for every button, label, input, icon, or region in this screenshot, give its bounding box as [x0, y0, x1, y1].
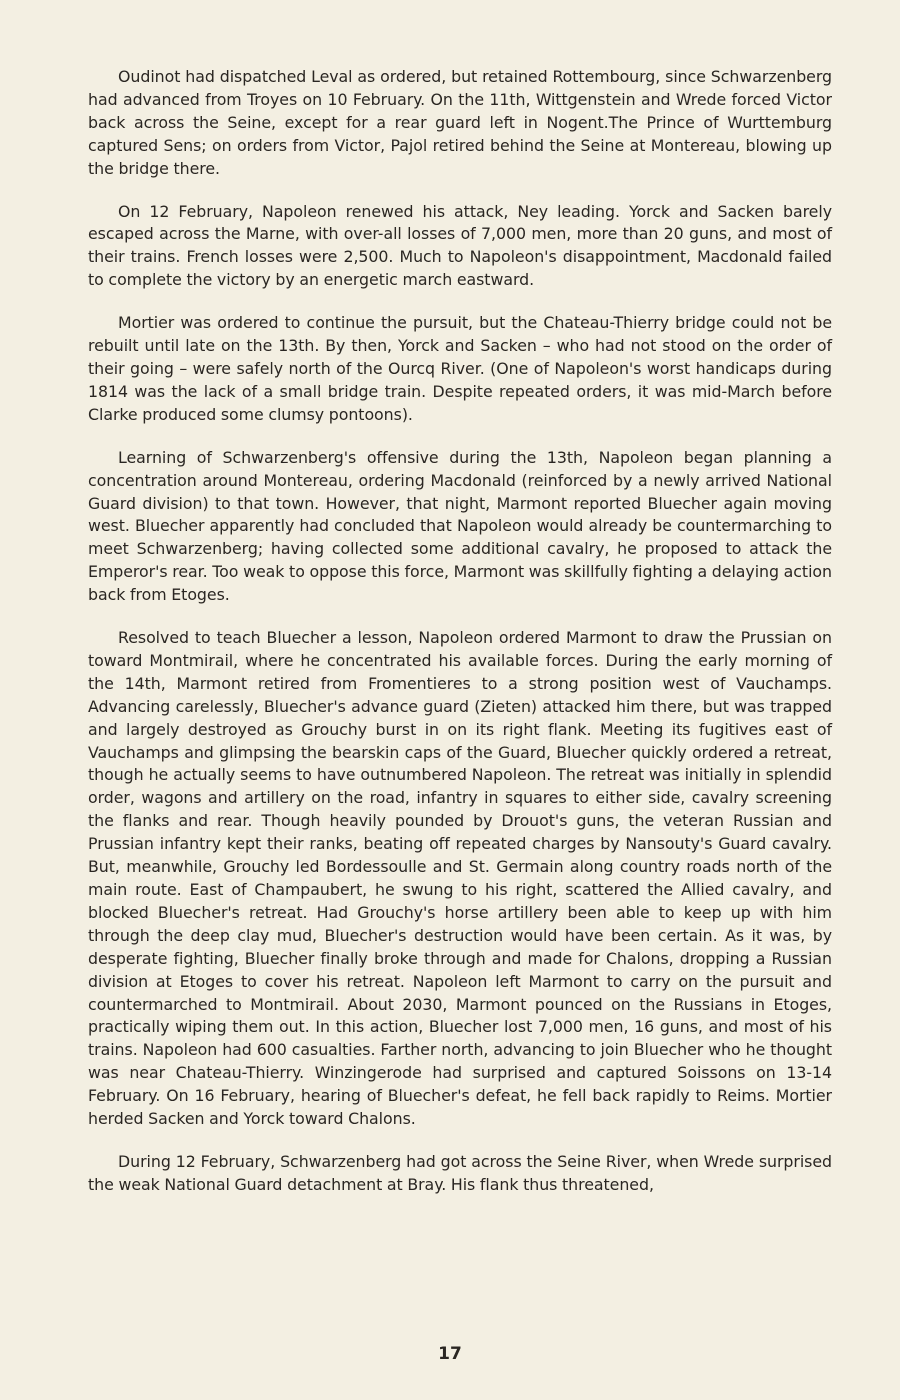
paragraph-5: Resolved to teach Bluecher a lesson, Napoleon ordered Marmont to draw the Prussian on toward Montmirail, where he concentrated his available forces. During the early morning of the 14th, Marmont retired from Fromentieres to a strong position west of Vauchamps. Advancing carelessly, Bluecher's advance guard (Zieten) attacked him there, but was trapped and largely destroyed as Grouchy burst in on its right flank. Meeting its fugitives east of Vauchamps and glimpsing the bearskin caps of the Guard, Bluecher quickly ordered a retreat, though he actually seems to have outnumbered Napoleon. The retreat was initially in splendid order, wagons and artillery on the road, infantry in squares to either side, cavalry screening the flanks and rear. Though heavily pounded by Drouot's guns, the veteran Russian and Prussian infantry kept their ranks, beating off repeated charges by Nansouty's Guard cavalry. But, meanwhile, Grouchy led Bordessoulle and St. Germain along country roads north of the main route. East of Champaubert, he swung to his right, scattered the Allied cavalry, and blocked Bluecher's retreat. Had Grouchy's horse artillery been able to keep up with him through the deep clay mud, Bluecher's destruction would have been certain. As it was, by desperate fighting, Bluecher finally broke through and made for Chalons, dropping a Russian division at Etoges to cover his retreat. Napoleon left Marmont to carry on the pursuit and countermarched to Montmirail. About 2030, Marmont pounced on the Russians in Etoges, practically wiping them out. In this action, Bluecher lost 7,000 men, 16 guns, and most of his trains. Napoleon had 600 casualties. Farther north, advancing to join Bluecher who he thought was near Chateau-Thierry. Winzingerode had surprised and captured Soissons on 13-14 February. On 16 February, hearing of Bluecher's defeat, he fell back rapidly to Reims. Mortier herded Sacken and Yorck toward Chalons.: [88, 628, 832, 1129]
paragraph-6: During 12 February, Schwarzenberg had got across the Seine River, when Wrede surprised the weak National Guard detachment at Bray. His flank thus threatened,: [88, 1151, 832, 1194]
paragraph-3: Mortier was ordered to continue the pursuit, but the Chateau-Thierry bridge could not be rebuilt until late on the 13th. By then, Yorck and Sacken – who had not stood on the order of their going – were safely north of the Ourcq River. (One of Napoleon's worst handicaps during 1814 was the lack of a small bridge train. Despite repeated orders, it was mid-March before Clarke produced some clumsy pontoons).: [88, 313, 832, 424]
paragraph-2: On 12 February, Napoleon renewed his attack, Ney leading. Yorck and Sacken barely escaped across the Marne, with over-all losses of 7,000 men, more than 20 guns, and most of their trains. French losses were 2,500. Much to Napoleon's disappointment, Macdonald failed to complete the victory by an energetic march eastward.: [88, 201, 832, 290]
paragraph-1: Oudinot had dispatched Leval as ordered, but retained Rottembourg, since Schwarzenberg had advanced from Troyes on 10 February. On the 11th, Wittgenstein and Wrede forced Victor back across the Seine, except for a rear guard left in Nogent.The Prince of Wurttemburg captured Sens; on orders from Victor, Pajol retired behind the Seine at Montereau, blowing up the bridge there.: [88, 67, 832, 178]
body-text: [88, 66, 832, 1197]
page-number: 17: [438, 1344, 462, 1364]
paragraph-4: Learning of Schwarzenberg's offensive during the 13th, Napoleon began planning a concentration around Montereau, ordering Macdonald (reinforced by a newly arrived National Guard division) to that town. However, that night, Marmont reported Bluecher again moving west. Bluecher apparently had concluded that Napoleon would already be countermarching to meet Schwarzenberg; having collected some additional cavalry, he proposed to attack the Emperor's rear. Too weak to oppose this force, Marmont was skillfully fighting a delaying action back from Etoges.: [88, 447, 832, 605]
